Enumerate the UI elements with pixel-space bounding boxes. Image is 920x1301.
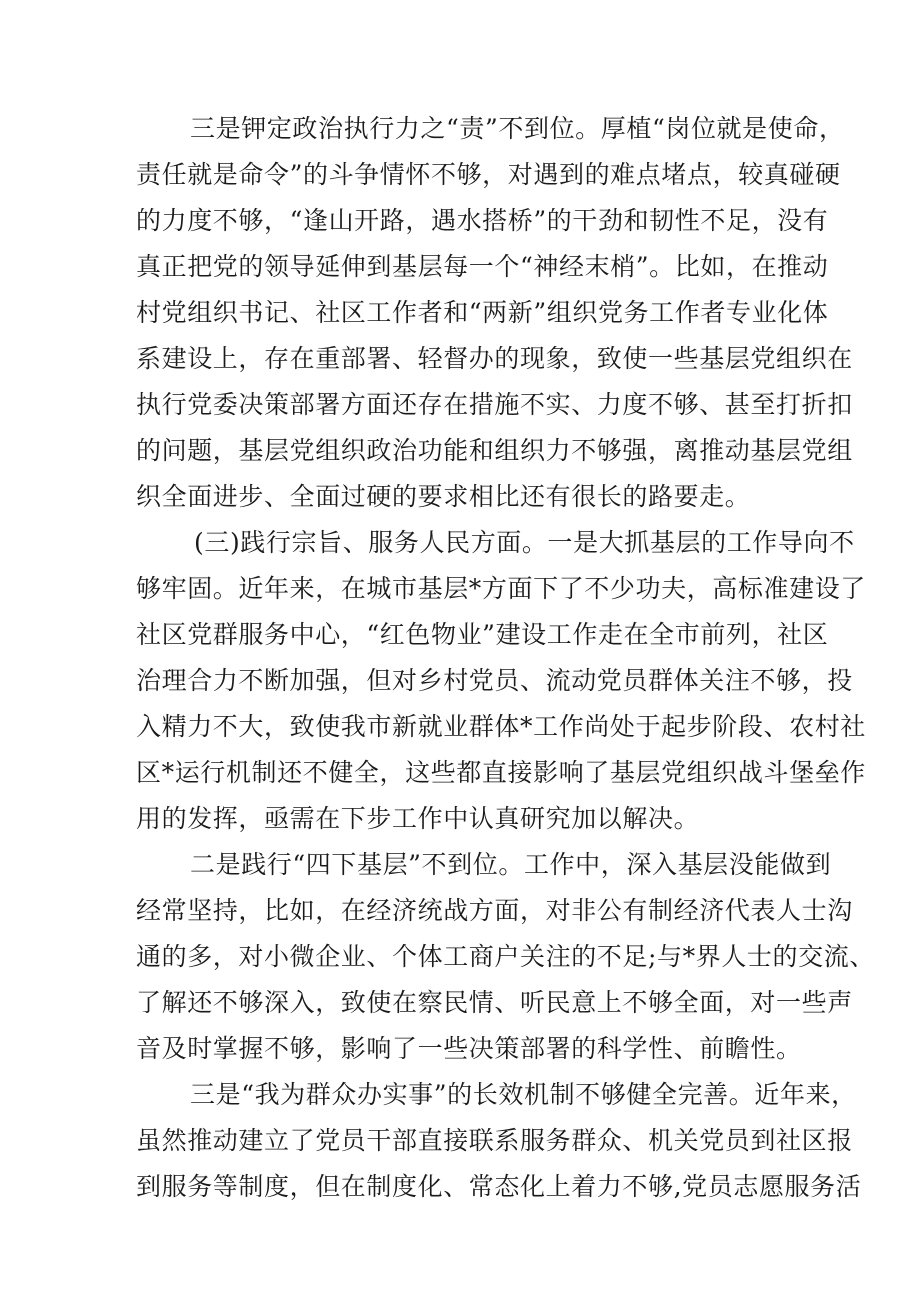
paragraph-3-line-3: 通的多，对小微企业、个体工商户关注的不足;与*界人士的交流、 [136,942,875,971]
paragraph-1-line-5: 村党组织书记、社区工作者和“两新”组织党务工作者专业化体 [136,298,829,327]
paragraph-1-line-2: 责任就是命令”的斗争情怀不够，对遇到的难点堵点，较真碰硬 [136,160,841,189]
paragraph-4-line-2: 虽然推动建立了党员干部直接联系服务群众、机关党员到社区报 [136,1126,853,1155]
paragraph-2-line-1: (三)践行宗旨、服务人民方面。一是大抓基层的工作导向不 [194,528,855,557]
paragraph-2-line-2: 够牢固。近年来，在城市基层*方面下了不少功夫，高标准建设了 [136,574,866,603]
paragraph-2-line-5: 入精力不大，致使我市新就业群体*工作尚处于起步阶段、农村社 [136,712,866,741]
paragraph-1-line-6: 系建设上，存在重部署、轻督办的现象，致使一些基层党组织在 [136,344,853,373]
paragraph-1-line-4: 真正把党的领导延伸到基层每一个“神经末梢”。比如，在推动 [136,252,829,281]
paragraph-2-line-4: 治理合力不断加强，但对乡村党员、流动党员群体关注不够，投 [136,666,853,695]
paragraph-4-line-3: 到服务等制度，但在制度化、常态化上着力不够,党员志愿服务活 [136,1172,862,1201]
paragraph-1-line-8: 的问题，基层党组织政治功能和组织力不够强，离推动基层党组 [136,436,853,465]
paragraph-2-line-6: 区*运行机制还不健全，这些都直接影响了基层党组织战斗堡垒作 [136,758,866,787]
paragraph-1-line-3: 的力度不够，“逢山开路，遇水搭桥”的干劲和韧性不足，没有 [136,206,829,235]
document-body [136,106,875,1210]
paragraph-4-line-1: 三是“我为群众办实事”的长效机制不够健全完善。近年来， [190,1080,857,1109]
paragraph-3-line-2: 经常坚持，比如，在经济统战方面，对非公有制经济代表人士沟 [136,896,853,925]
paragraph-3-line-5: 音及时掌握不够，影响了一些决策部署的科学性、前瞻性。 [136,1034,802,1063]
paragraph-1-line-9: 织全面进步、全面过硬的要求相比还有很长的路要走。 [136,482,751,511]
paragraph-2-line-3: 社区党群服务中心，“红色物业”建设工作走在全市前列，社区 [136,620,829,649]
paragraph-2-line-7: 用的发挥，亟需在下步工作中认真研究加以解决。 [136,804,700,833]
paragraph-1-line-7: 执行党委决策部署方面还存在措施不实、力度不够、甚至打折扣 [136,390,853,419]
paragraph-3-line-1: 二是践行“四下基层”不到位。工作中，深入基层没能做到 [190,850,832,879]
paragraph-3-line-4: 了解还不够深入，致使在察民情、听民意上不够全面，对一些声 [136,988,853,1017]
paragraph-1-line-1: 三是钾定政治执行力之“责”不到位。厚植“岗位就是使命， [190,114,845,143]
